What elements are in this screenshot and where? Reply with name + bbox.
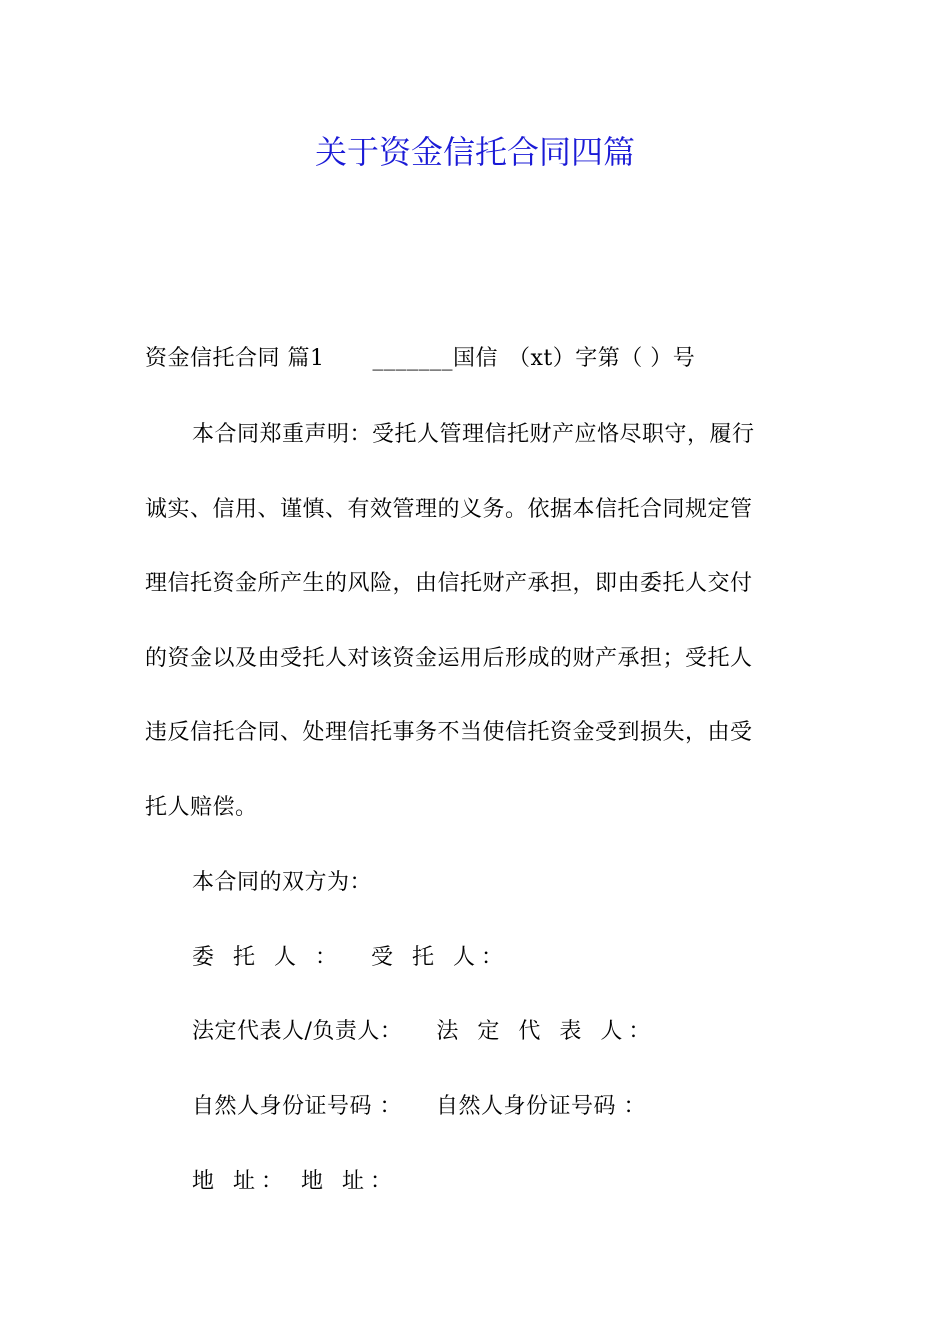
paragraph-line: 托人赔偿。 [145,795,258,820]
representative-row [192,1014,862,1050]
trustee-representative-label: 法 定 代 表 人： [436,1019,657,1044]
paragraph-line: 理信托资金所产生的风险，由信托财产承担，即由委托人交付 [145,571,753,596]
paragraph-line: 诚实、信用、谨慎、有效管理的义务。依据本信托合同规定管 [145,497,753,522]
principal-address-label: 地 址： [192,1169,289,1194]
paragraph-line: 本合同郑重声明：受托人管理信托财产应恪尽职守，履行 [192,422,755,447]
trustee-id-label: 自然人身份证号码 ： [436,1094,646,1119]
paragraph-line: 违反信托合同、处理信托事务不当使信托资金受到损失，由受 [145,720,753,745]
paragraph-line: 的资金以及由受托人对该资金运用后形成的财产承担；受托人 [145,646,753,671]
contract-heading-line [145,341,815,377]
reference-code: （xt）字第（ ）号 [508,346,696,371]
principal-row [192,940,862,976]
blank-field: _______ [372,346,453,371]
principal-id-label: 自然人身份证号码 ： [192,1094,402,1119]
principal-representative-label: 法定代表人/负责人： [192,1019,403,1044]
trustee-label: 受 托 人： [370,945,509,970]
section-label: 资金信托合同 篇1 [145,346,325,371]
reference-prefix: 国信 [453,346,499,371]
address-row [192,1164,862,1200]
trustee-address-label: 地 址： [301,1169,398,1194]
principal-label: 委 托 人 ： [192,945,343,970]
document-title: 关于资金信托合同四篇 [314,133,635,171]
parties-intro: 本合同的双方为： [192,870,373,895]
id-number-row [192,1089,862,1125]
